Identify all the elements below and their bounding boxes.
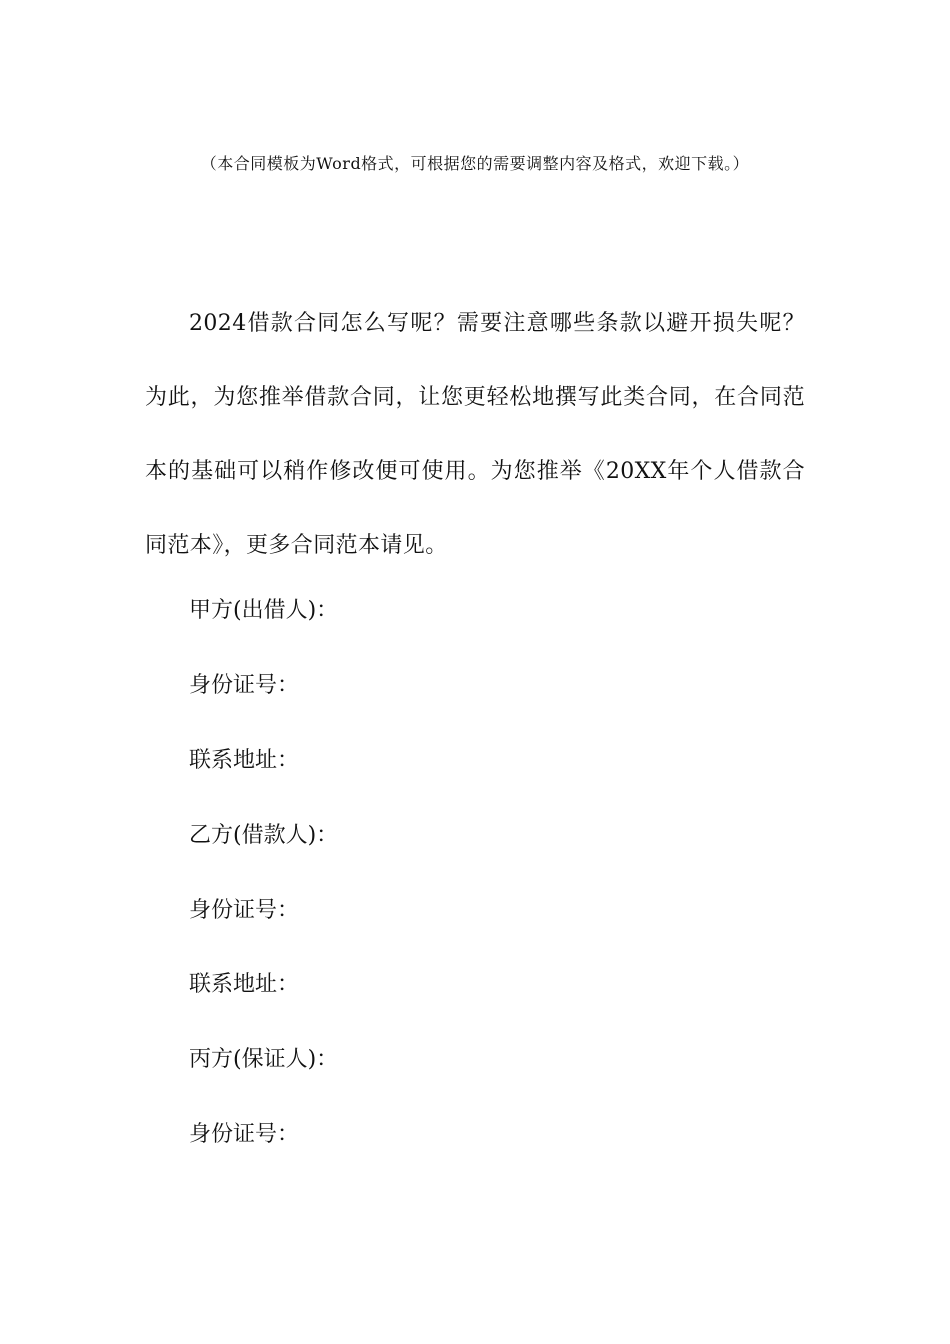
lender-label: 甲方(出借人)：: [189, 598, 339, 623]
borrower-id-label: 身份证号：: [189, 898, 300, 923]
borrower-label: 乙方(借款人)：: [189, 823, 339, 848]
guarantor-id-label: 身份证号：: [189, 1122, 300, 1147]
lender-id-label: 身份证号：: [189, 673, 300, 698]
lender-address-label: 联系地址：: [189, 748, 300, 773]
guarantor-label: 丙方(保证人)：: [189, 1047, 339, 1072]
borrower-address-label: 联系地址：: [189, 972, 300, 997]
template-note: （本合同模板为Word格式，可根据您的需要调整内容及格式，欢迎下载。）: [200, 154, 750, 173]
intro-paragraph: 2024借款合同怎么写呢？需要注意哪些条款以避开损失呢？为此，为您推举借款合同，让您更轻松地撰写此类合同，在合同范本的基础可以稍作修改便可使用。为您推举《20XX年个人借款合同范本》，更多合同范本请见。: [145, 311, 805, 558]
